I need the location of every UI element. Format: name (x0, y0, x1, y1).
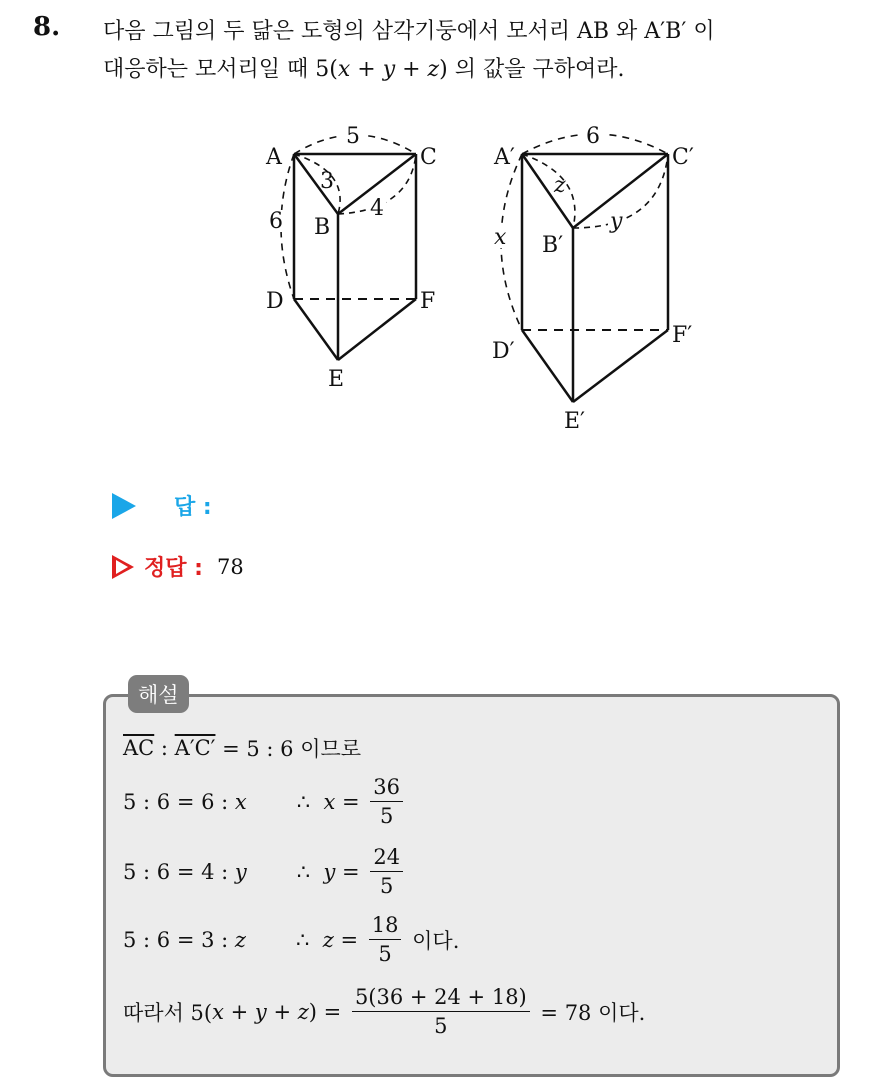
fraction-z (369, 913, 402, 966)
answer-row (112, 490, 212, 521)
segment-A-prime-C-prime: A′C′ (174, 736, 216, 760)
vertex-B-prime: B′ (542, 233, 564, 258)
l5-z: z (297, 999, 309, 1024)
q2-plus2: + (395, 57, 428, 82)
solution-line4 (123, 913, 459, 966)
l4-eq: = (333, 927, 365, 952)
solution-line1 (123, 733, 361, 763)
edge-label-AB: 3 (320, 169, 334, 194)
l5-tail: = 78 이다. (533, 1000, 646, 1025)
edge-EF (338, 299, 416, 360)
q2-x: x (337, 57, 351, 82)
question-text-line2 (103, 52, 624, 83)
left-prism (281, 135, 416, 360)
l5-x: x (212, 999, 224, 1024)
edge-DE (294, 299, 338, 360)
correct-answer-row (112, 551, 244, 582)
edge-label-BC: 4 (370, 196, 384, 221)
l2-ratio: 5 : 6 = 6 : (123, 789, 235, 814)
segment-AC: $\overline{AC}$ (123, 736, 155, 760)
l2-var: x (234, 789, 247, 814)
edge-label-AC: 5 (346, 124, 360, 149)
l5-plus1: + (223, 999, 255, 1024)
q2-post: ) 의 값을 구하여라. (439, 57, 625, 82)
solution-line2 (123, 775, 407, 828)
l3-eq: = (335, 859, 367, 884)
frac-y-den: 5 (380, 874, 394, 898)
l3-res: y (323, 859, 336, 884)
question-number: 8. (33, 12, 61, 42)
edge-label-A2B2: z (554, 173, 566, 198)
q2-z: z (427, 57, 440, 82)
vertex-B: B (314, 215, 331, 240)
frac-x-den: 5 (379, 804, 394, 828)
therefore-symbol: ∴ (296, 859, 311, 884)
frac-x-num: 36 (370, 775, 403, 802)
right-prism (501, 134, 668, 402)
l2-eq: = (335, 789, 367, 814)
vertex-E: E (328, 367, 345, 392)
ratio-colon: : (154, 736, 175, 760)
l5-y: y (254, 999, 267, 1024)
l4-ratio: 5 : 6 = 3 : (123, 927, 235, 952)
edge-label-B2C2: y (610, 209, 623, 234)
edge-label-A2D2: x (494, 225, 507, 250)
vertex-E-prime: E′ (564, 409, 586, 434)
edge-E2F2 (573, 330, 668, 402)
answer-label: 답 : (174, 495, 212, 520)
l4-res: z (322, 927, 334, 952)
vertex-F-prime: F′ (672, 323, 693, 348)
solution-line3 (123, 845, 407, 898)
therefore-symbol: ∴ (295, 927, 310, 952)
correct-answer-value: 78 (216, 554, 244, 579)
fraction-y (370, 845, 403, 898)
fraction-total (352, 985, 530, 1038)
vertex-D-prime: D′ (492, 339, 515, 364)
solution-line5 (123, 985, 645, 1038)
l3-var: y (234, 859, 247, 884)
outline-triangle-icon (112, 555, 134, 579)
q2-y: y (382, 57, 396, 82)
question-text-line1: 다음 그림의 두 닮은 도형의 삼각기둥에서 모서리 AB 와 A′B′ 이 (103, 19, 715, 44)
line1-tail: = 5 : 6 이므로 (215, 737, 362, 761)
frac-z-num: 18 (369, 913, 402, 940)
edge-label-A2C2: 6 (586, 124, 600, 149)
vertex-D: D (266, 289, 284, 314)
frac-z-den: 5 (378, 942, 392, 966)
l3-ratio: 5 : 6 = 4 : (123, 859, 235, 884)
solution-tag: 해설 (128, 675, 189, 713)
therefore-symbol: ∴ (296, 789, 311, 814)
play-triangle-icon (112, 493, 136, 519)
l5-close: ) = (308, 999, 348, 1024)
q2-pre: 대응하는 모서리일 때 5( (103, 57, 338, 82)
l4-var: z (234, 927, 246, 952)
similar-prisms-figure (240, 110, 710, 440)
vertex-C: C (420, 145, 437, 170)
l4-tail: 이다. (405, 928, 460, 953)
l2-res: x (323, 789, 336, 814)
l5-pre: 따라서 5( (123, 1000, 213, 1025)
frac-y-num: 24 (370, 845, 403, 872)
l5-plus2: + (266, 999, 298, 1024)
fraction-x (370, 775, 403, 828)
edge-label-AD: 6 (269, 209, 283, 234)
frac-total-den: 5 (434, 1014, 448, 1038)
edge-D2E2 (522, 330, 573, 402)
correct-answer-label: 정답 : (144, 556, 203, 581)
vertex-C-prime: C′ (672, 145, 694, 170)
vertex-A-prime: A′ (494, 145, 515, 170)
vertex-A: A (266, 145, 282, 170)
q2-plus1: + (350, 57, 383, 82)
left-prism-labels (265, 123, 437, 392)
frac-total-num: 5(36 + 24 + 18) (352, 985, 530, 1012)
vertex-F: F (420, 289, 436, 314)
